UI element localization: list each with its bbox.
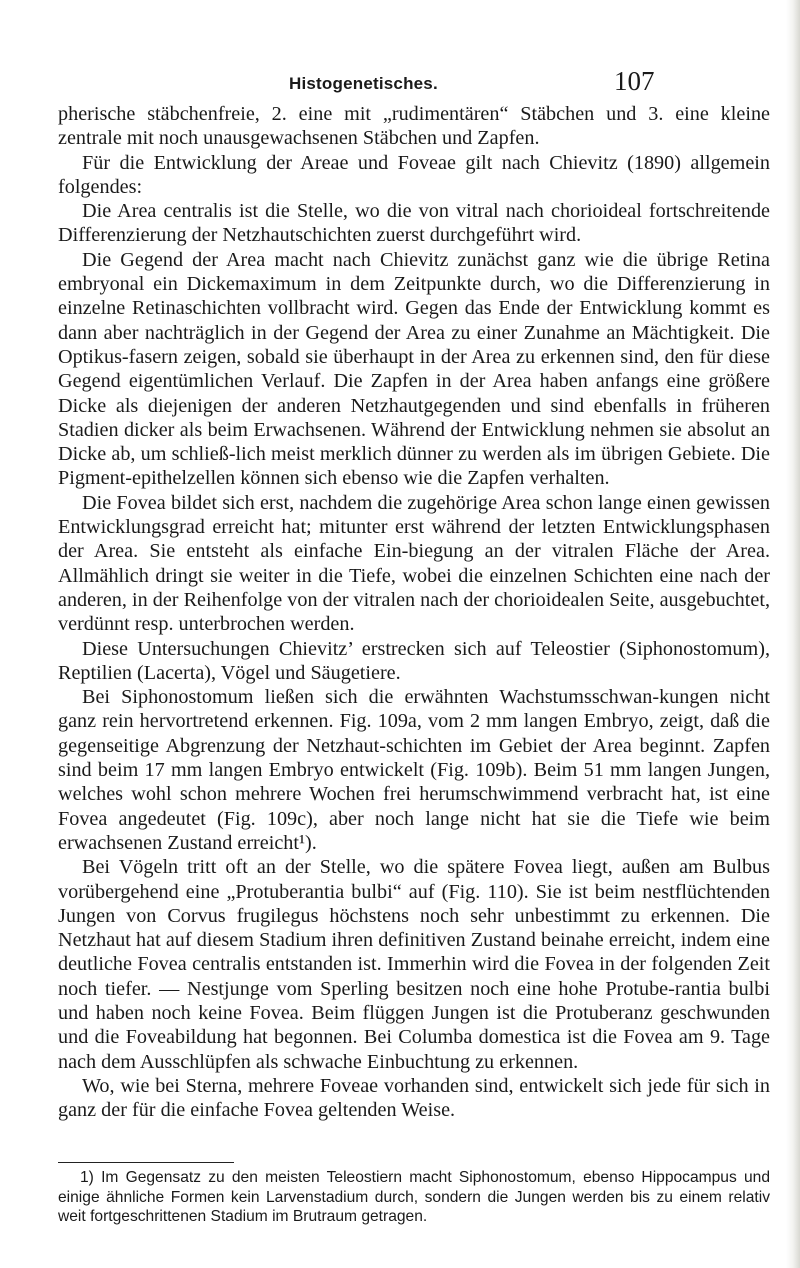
footnote-divider <box>58 1162 234 1163</box>
page-header <box>0 68 800 98</box>
paragraph: Wo, wie bei Sterna, mehrere Foveae vorhanden sind, entwickelt sich jede für sich in ganz der für die einfache Fovea geltenden Weise. <box>58 1074 770 1122</box>
body-text <box>58 102 770 1122</box>
paragraph: Die Area centralis ist die Stelle, wo die von vitral nach chorioideal fortschreitende Differenzierung der Netzhautschichten zuerst durchgeführt wird. <box>58 200 770 247</box>
footnotes <box>58 1168 770 1227</box>
footnote: 1) Im Gegensatz zu den meisten Teleostiern macht Siphonostomum, ebenso Hippocampus und einige ähnliche Formen kein Larvenstadium durch, sondern die Jungen werden bis zu einem relativ weit fortgeschrittenen Stadium im Brutraum getragen. <box>58 1169 770 1225</box>
paragraph: Bei Vögeln tritt oft an der Stelle, wo die spätere Fovea liegt, außen am Bulbus vorübergehend eine „Protuberantia bulbi“ auf (Fig. 110). Sie ist beim nestflüchtenden Jungen von Corvus frugilegus höchstens noch sehr unbestimmt zu erkennen. Die Netzhaut hat auf diesem Stadium ihren definitiven Zustand beinahe erreicht, indem eine deutliche Fovea centralis entstanden ist. Immerhin wird die Fovea in der folgenden Zeit noch tiefer. — Nestjunge vom Sperling besitzen noch eine hohe Protube-rantia bulbi und haben noch keine Fovea. Beim flüggen Jungen ist die Protuberanz geschwunden und die Foveabildung hat begonnen. Bei Columba domestica ist die Fovea am 9. Tage nach dem Ausschlüpfen als schwache Einbuchtung zu erkennen. <box>58 856 770 1073</box>
paragraph: pherische stäbchenfreie, 2. eine mit „rudimentären“ Stäbchen und 3. eine kleine zentrale mit noch unausgewachsenen Stäbchen und Zapfen. <box>58 103 770 150</box>
page-number: 107 <box>614 66 655 96</box>
paragraph: Für die Entwicklung der Areae und Foveae gilt nach Chievitz (1890) allgemein folgendes: <box>58 151 770 198</box>
paragraph: Die Gegend der Area macht nach Chievitz zunächst ganz wie die übrige Retina embryonal ein Dickemaximum in dem Zeitpunkte durch, wo die Differenzierung in einzelne Retinaschichten vollbracht wird. Gegen das Ende der Entwicklung kommt es dann aber nachträglich in der Gegend der Area zu einer Zunahme an Mächtigkeit. Die Optikus-fasern zeigen, sobald sie überhaupt in der Area zu erkennen sind, den für diese Gegend eigentümlichen Verlauf. Die Zapfen in der Area haben anfangs eine größere Dicke als diejenigen der anderen Netzhautgegenden und sind ebenfalls in früheren Stadien dicker als beim Erwachsenen. Während der Entwicklung nehmen sie absolut an Dicke ab, um schließ-lich meist merklich dünner zu werden als im übrigen Gebiete. Die Pigment-epithelzellen können sich ebenso wie die Zapfen verhalten. <box>58 248 770 490</box>
paragraph: Die Fovea bildet sich erst, nachdem die zugehörige Area schon lange einen gewissen Entwicklungsgrad erreicht hat; mitunter erst während der letzten Entwicklungsphasen der Area. Sie entsteht als einfache Ein-biegung an der vitralen Fläche der Area. Allmählich dringt sie weiter in die Tiefe, wobei die einzelnen Schichten eine nach der anderen, in der Reihenfolge von der vitralen nach der chorioidealen Seite, ausgebuchtet, verdünnt resp. unterbrochen werden. <box>58 491 770 636</box>
paragraph: Diese Untersuchungen Chievitz’ erstrecken sich auf Teleostier (Siphonostomum), Reptilien (Lacerta), Vögel und Säugetiere. <box>58 637 770 684</box>
running-title: Histogenetisches. <box>289 74 438 93</box>
page-edge-shadow <box>786 0 800 1268</box>
paragraph: Bei Siphonostomum ließen sich die erwähnten Wachstumsschwan-kungen nicht ganz rein hervortretend erkennen. Fig. 109a, vom 2 mm langen Embryo, zeigt, daß die gegenseitige Abgrenzung der Netzhaut-schichten im Gebiet der Area beginnt. Zapfen sind beim 17 mm langen Embryo entwickelt (Fig. 109b). Beim 51 mm langen Jungen, welches wohl schon mehrere Wochen frei herumschwimmend verbracht hat, ist eine Fovea angedeutet (Fig. 109c), aber noch lange nicht hat sie die Tiefe wie beim erwachsenen Zustand erreicht¹). <box>58 686 770 854</box>
